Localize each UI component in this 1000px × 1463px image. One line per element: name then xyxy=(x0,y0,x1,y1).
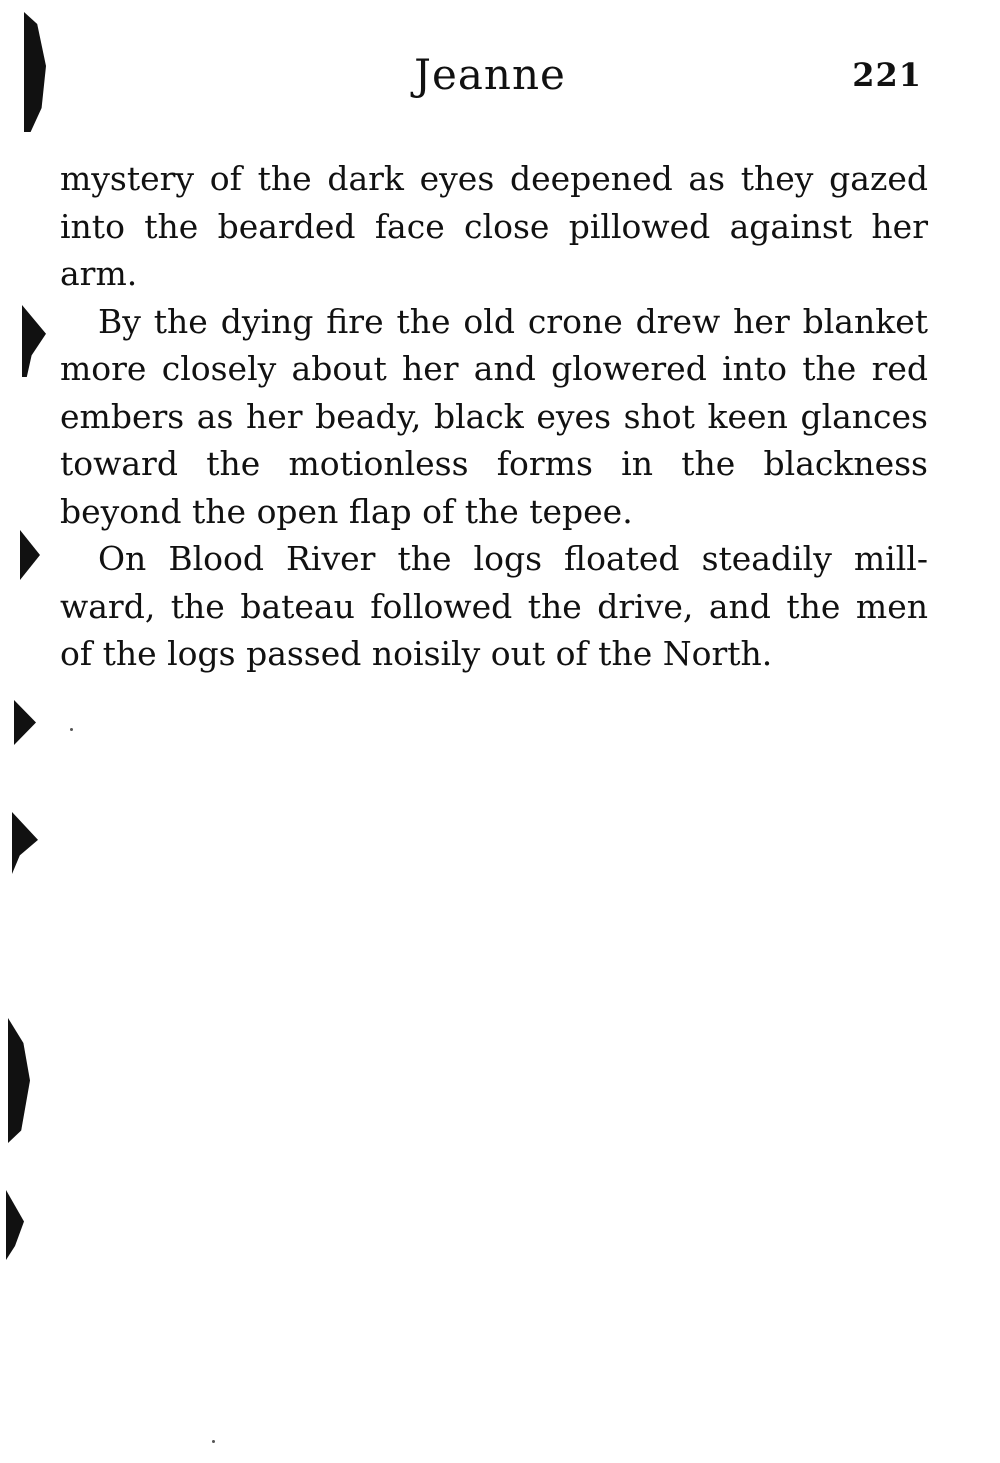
paragraph: mystery of the dark eyes deepened as they gazed into the bearded face close pillowed against her arm. xyxy=(60,159,928,293)
scan-speck xyxy=(70,728,73,731)
running-head xyxy=(0,50,1000,110)
paragraph: By the dying fire the old crone drew her blanket more closely about her and glowered into the red embers as her beady, black eyes shot keen glances toward the motionless forms in the blackness beyond the open flap of the tepee. xyxy=(60,301,928,531)
scan-edge-mark xyxy=(12,812,38,874)
scan-edge-mark xyxy=(14,700,36,745)
scan-edge-mark xyxy=(8,1018,30,1143)
scan-edge-mark xyxy=(22,305,46,377)
scan-speck xyxy=(212,1440,215,1443)
paragraph: On Blood River the logs floated steadily mill-ward, the bateau followed the drive, and the men of the logs passed noisily out of the North. xyxy=(60,539,928,673)
page-number: 221 xyxy=(852,56,922,94)
scan-edge-mark xyxy=(6,1190,24,1260)
running-title: Jeanne xyxy=(414,50,566,99)
body-text xyxy=(60,155,928,678)
scan-edge-mark xyxy=(20,530,40,580)
